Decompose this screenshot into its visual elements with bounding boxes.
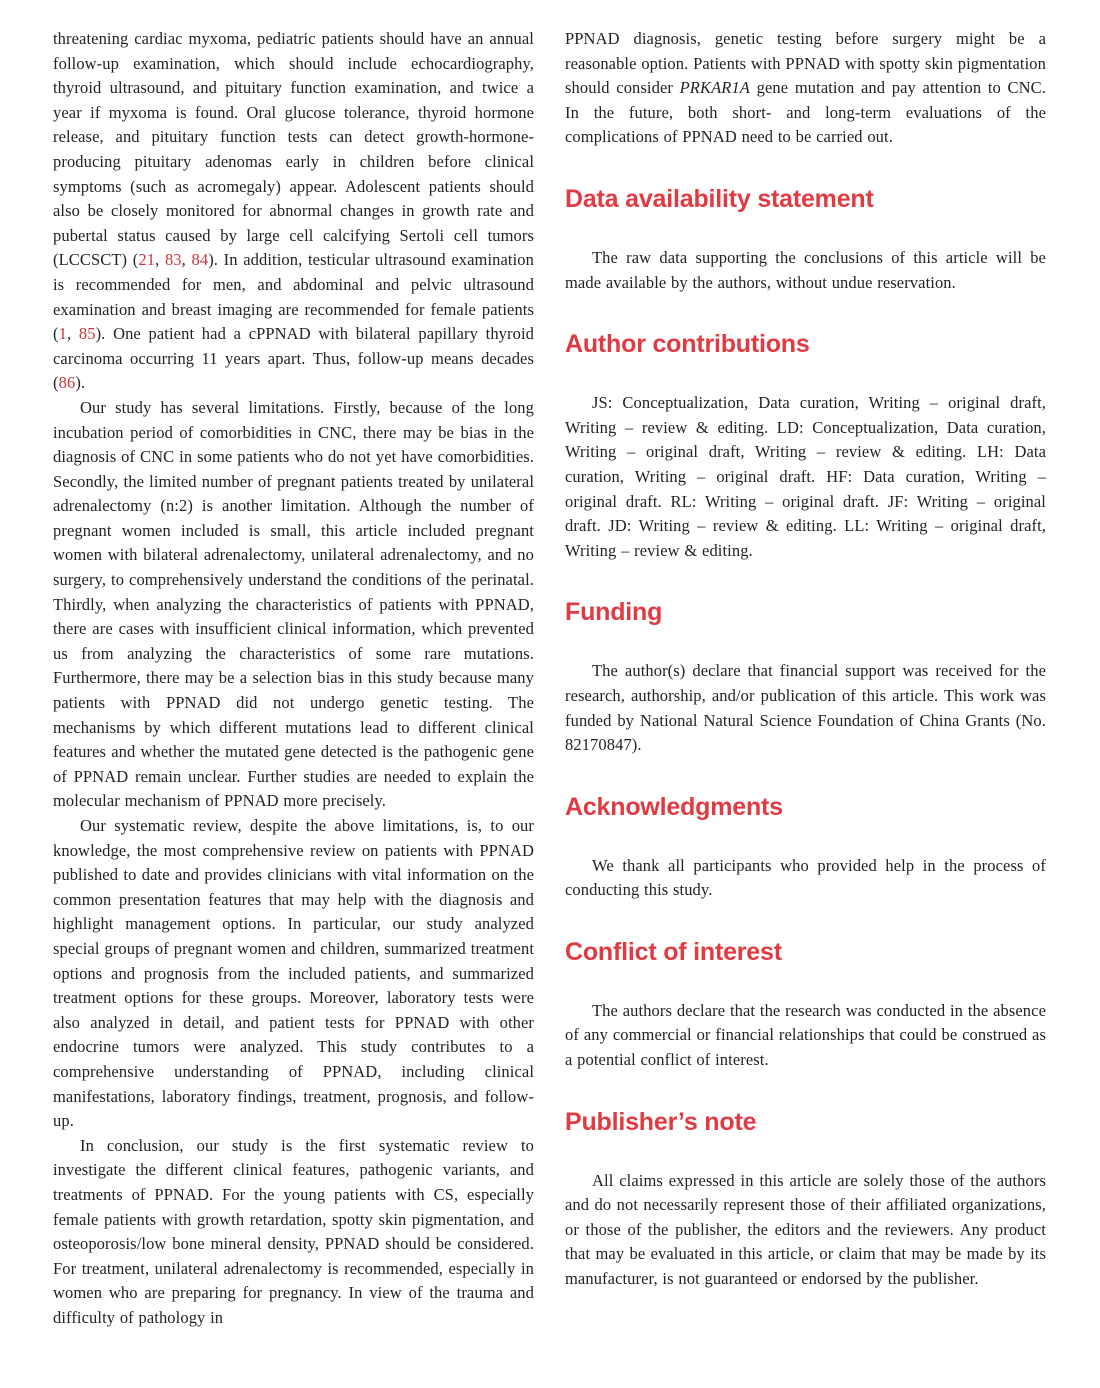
section-heading-data-availability: Data availability statement [565,184,874,213]
section-conflict-of-interest [565,939,1046,1073]
paragraph-systematic-review [53,814,534,1134]
section-heading-funding: Funding [565,598,663,627]
section-acknowledgments [565,794,1046,903]
section-heading-acknowledgments: Acknowledgments [565,792,783,821]
citation-ref[interactable]: 1 [58,324,67,344]
text-run: , [155,250,165,270]
text-run: The raw data supporting the conclusions of this article will be made available by the authors, without undue reservation. [565,247,1046,292]
text-run: In conclusion, our study is the first systematic review to investigate the different clinical features, pathogenic variants, and treatments of PPNAD. For the young patients with CS, especially female patients with growth retardation, spotty skin pigmentation, and osteoporosis/low bone mineral density, PPNAD should be considered. For treatment, unilateral adrenalectomy is recommended, especially in women who are preparing for pregnancy. In view of the trauma and difficulty of pathology in [53,1135,534,1327]
citation-ref[interactable]: 84 [191,250,209,270]
text-run: JS: Conceptualization, Data curation, Writing – original draft, Writing – review & editing. LD: Conceptualization, Data curation, Writing – original draft, Writing – review & editing. LH: Data curation, Writing – original draft. HF: Data curation, Writing – original draft. RL: Writing – original draft. JF: Writing – original draft. JD: Writing – review & editing. LL: Writing – original draft, Writing – review & editing. [565,393,1046,560]
text-run: , [66,324,79,344]
paragraph-author-contributions [565,391,1046,563]
text-run: ). [75,373,86,393]
text-run: All claims expressed in this article are solely those of the authors and do not necessarily represent those of their affiliated organizations, or those of the publisher, the editors and the reviewers. Any product that may be evaluated in this article, or claim that may be made by its manufacturer, is not guaranteed or endorsed by the publisher. [565,1170,1046,1289]
section-data-availability [565,186,1046,295]
section-heading-author-contributions: Author contributions [565,330,810,359]
paragraph-conflict-of-interest [565,999,1046,1073]
text-run: PPNAD diagnosis, genetic testing before surgery might be a reasonable option. Patients with PPNAD with spotty skin pigmentation should consider [565,29,1046,98]
paragraph-acknowledgments [565,854,1046,903]
paragraph-funding [565,659,1046,757]
text-run: gene mutation and pay attention to CNC. In the future, both short- and long-term evaluations of the complications of PPNAD need to be carried out. [565,78,1046,147]
section-heading-publishers-note: Publisher’s note [565,1107,757,1136]
citation-ref[interactable]: 83 [164,250,182,270]
citation-ref[interactable]: 86 [58,373,76,393]
text-run: The author(s) declare that financial support was received for the research, authorship, and/or publication of this article. This work was funded by National Natural Science Foundation of China Grants (No. 82170847). [565,661,1046,755]
text-run: , [181,250,192,270]
text-run: threatening cardiac myxoma, pediatric patients should have an annual follow-up examination, which should include echocardiography, thyroid ultrasound, and pituitary function examination, and twice a year if myxoma is found. Oral glucose tolerance, thyroid hormone release, and pituitary function tests can detect growth-hormone-producing pituitary adenomas early in children before clinical symptoms (such as acromegaly) appear. Adolescent patients should also be closely monitored for abnormal changes in growth rate and pubertal status caused by large cell calcifying Sertoli cell tumors (LCCSCT) ( [53,29,534,270]
citation-ref[interactable]: 85 [78,324,96,344]
section-publishers-note [565,1109,1046,1292]
paragraph-data-availability [565,246,1046,295]
paragraph-limitations [53,396,534,814]
section-heading-conflict-of-interest: Conflict of interest [565,937,782,966]
section-author-contributions [565,331,1046,563]
text-run: The authors declare that the research was conducted in the absence of any commercial or financial relationships that could be construed as a potential conflict of interest. [565,1000,1046,1070]
text-run: ). In addition, testicular ultrasound examination is recommended for men, and abdominal and pelvic ultrasound examination and breast imaging are recommended for female patients ( [53,250,535,344]
paragraph-publishers-note [565,1169,1046,1292]
right-column [565,27,1046,1388]
text-run: PRKAR1A [679,78,750,98]
citation-ref[interactable]: 21 [138,250,156,270]
text-run: Our study has several limitations. Firstly, because of the long incubation period of comorbidities in CNC, there may be bias in the diagnosis of CNC in some patients who do not yet have comorbidities. Secondly, the limited number of pregnant patients treated by unilateral adrenalectomy (n:2) is another limitation. Although the number of pregnant women included is small, this article included pregnant women with bilateral adrenalectomy, unilateral adrenalectomy, and no surgery, to comprehensively understand the conditions of the perinatal. Thirdly, when analyzing the characteristics of patients with PPNAD, there are cases with insufficient clinical information, which prevented us from analyzing the characteristics of some rare mutations. Furthermore, there may be a selection bias in this study because many patients with PPNAD did not undergo genetic testing. The mechanisms by which different mutations lead to different clinical features and whether the mutated gene detected is the pathogenic gene of PPNAD remain unclear. Further studies are needed to explain the molecular mechanism of PPNAD more precisely. [53,397,534,811]
text-run: We thank all participants who provided help in the process of conducting this study. [565,855,1046,900]
paragraph-conclusion-continued [565,27,1046,150]
left-column [53,27,534,1388]
paragraph-conclusion [53,1134,534,1331]
text-run: Our systematic review, despite the above limitations, is, to our knowledge, the most comprehensive review on patients with PPNAD published to date and provides clinicians with vital information on the common presentation features that may help with the diagnosis and highlight management options. In particular, our study analyzed special groups of pregnant women and children, summarized treatment options and prognosis from the included patients, and summarized treatment options for these groups. Moreover, laboratory tests were also analyzed in detail, and patient tests for PPNAD with other endocrine tumors were analyzed. This study contributes to a comprehensive understanding of PPNAD, including clinical manifestations, laboratory findings, treatment, prognosis, and follow-up. [53,816,534,1131]
paragraph-followup-monitoring [53,27,534,396]
text-run: ). One patient had a cPPNAD with bilateral papillary thyroid carcinoma occurring 11 years apart. Thus, follow-up means decades ( [53,324,534,393]
section-funding [565,599,1046,757]
